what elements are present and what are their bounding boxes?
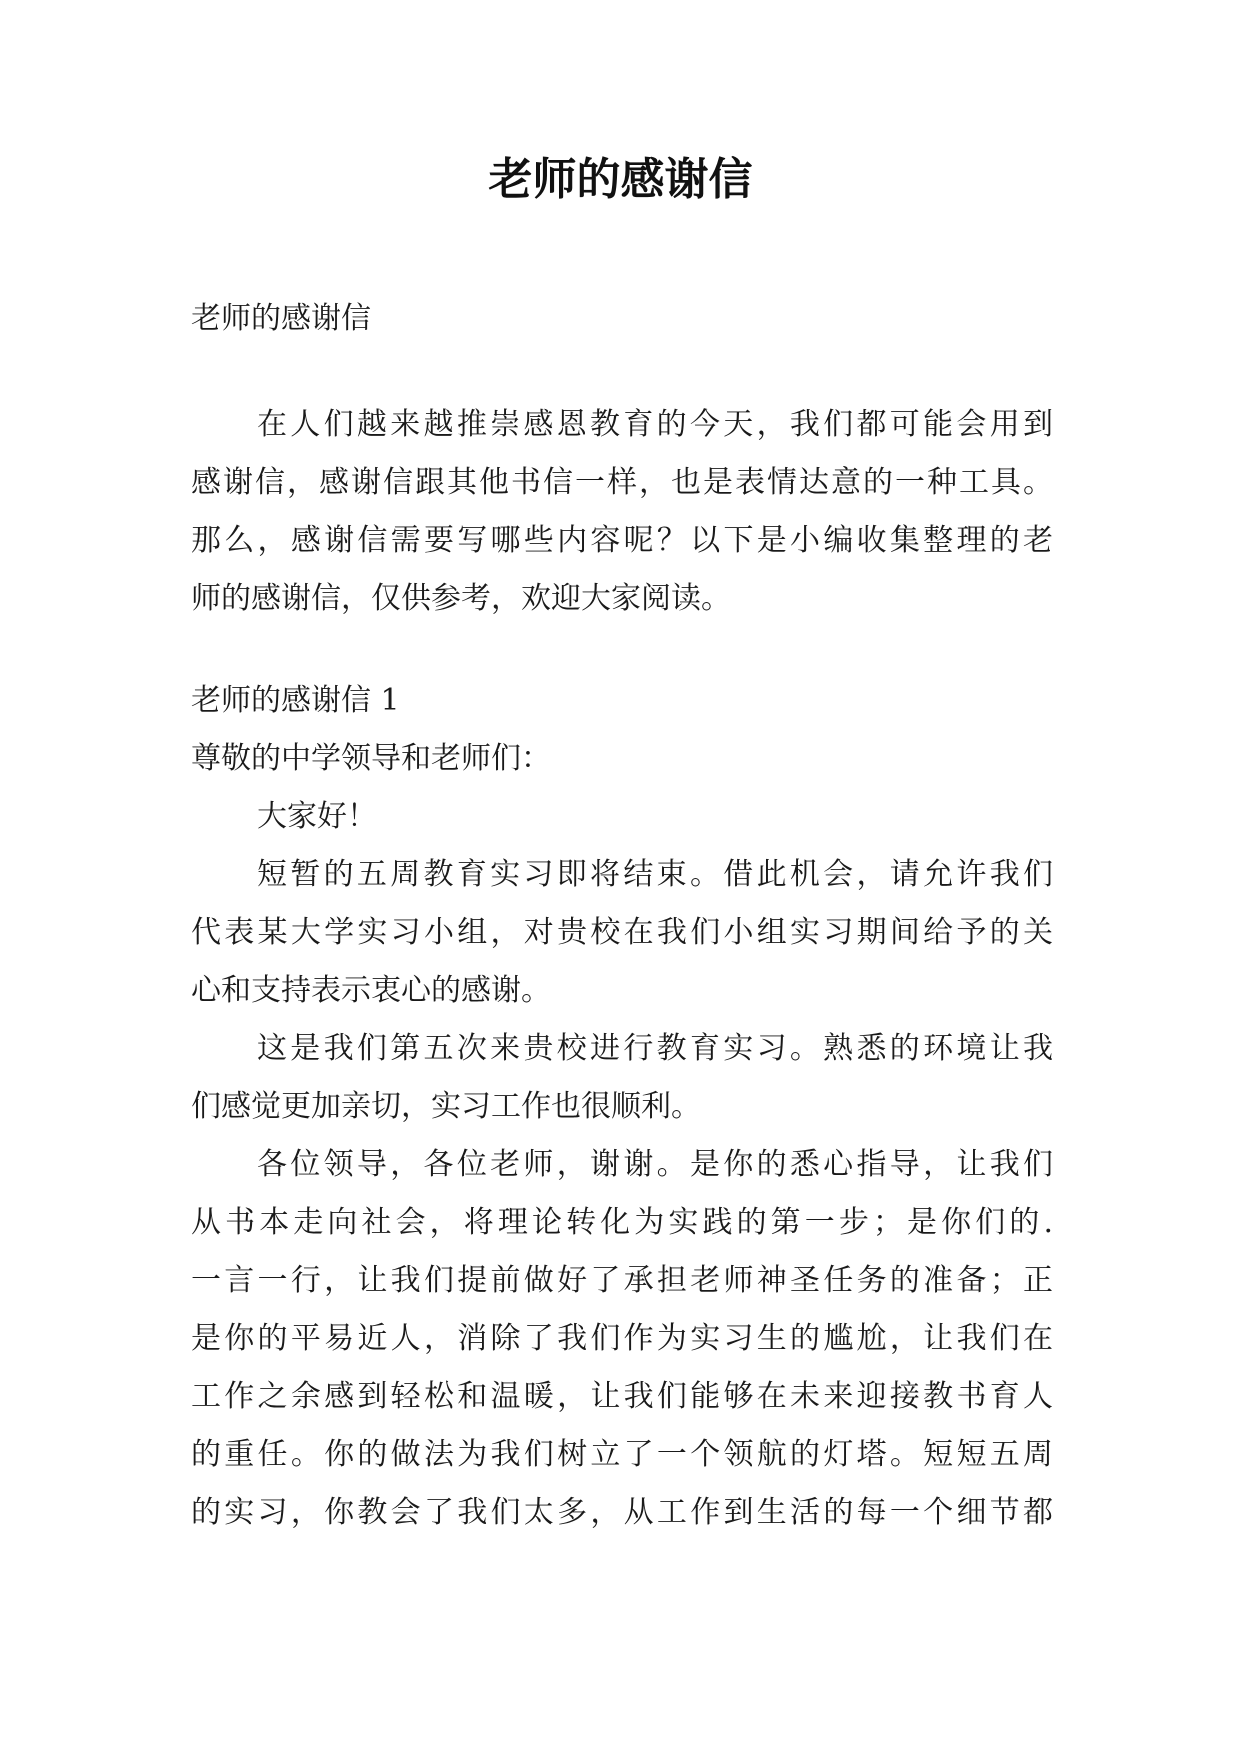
paragraph-line: 工作之余感到轻松和温暖，让我们能够在未来迎接教书育人 (191, 1379, 1053, 1414)
document-title: 老师的感谢信 (488, 154, 753, 205)
letter-paragraph-2 (191, 1020, 1053, 1136)
paragraph-line: 这是我们第五次来贵校进行教育实习。熟悉的环境让我 (257, 1031, 1053, 1066)
spacer (191, 348, 1053, 396)
document-body (191, 290, 1053, 1542)
letter-paragraph-1 (191, 846, 1053, 1020)
paragraph-line: 心和支持表示衷心的感谢。 (191, 973, 551, 1008)
letter-salutation: 尊敬的中学领导和老师们： (191, 741, 551, 776)
intro-line: 在人们越来越推崇感恩教育的今天，我们都可能会用到 (257, 407, 1053, 442)
paragraph-line: 代表某大学实习小组，对贵校在我们小组实习期间给予的关 (191, 915, 1053, 950)
paragraph-line: 一言一行，让我们提前做好了承担老师神圣任务的准备；正 (191, 1263, 1053, 1298)
paragraph-line: 各位领导，各位老师，谢谢。是你的悉心指导，让我们 (257, 1147, 1053, 1182)
intro-line: 感谢信，感谢信跟其他书信一样，也是表情达意的一种工具。 (191, 465, 1053, 500)
paragraph-line: 是你的平易近人，消除了我们作为实习生的尴尬，让我们在 (191, 1321, 1053, 1356)
paragraph-line: 的重任。你的做法为我们树立了一个领航的灯塔。短短五周 (191, 1437, 1053, 1472)
letter-paragraph-3 (191, 1136, 1053, 1542)
spacer (191, 628, 1053, 672)
paragraph-line: 们感觉更加亲切，实习工作也很顺利。 (191, 1089, 701, 1124)
document-subtitle: 老师的感谢信 (191, 301, 371, 336)
intro-paragraph (191, 396, 1053, 628)
intro-line: 那么，感谢信需要写哪些内容呢？以下是小编收集整理的老 (191, 523, 1053, 558)
intro-line: 师的感谢信，仅供参考，欢迎大家阅读。 (191, 581, 731, 616)
paragraph-line: 从书本走向社会，将理论转化为实践的第一步；是你们的. (191, 1205, 1053, 1240)
letter-greeting: 大家好！ (257, 799, 377, 834)
paragraph-line: 的实习，你教会了我们太多，从工作到生活的每一个细节都 (191, 1495, 1053, 1530)
paragraph-line: 短暂的五周教育实习即将结束。借此机会，请允许我们 (257, 857, 1053, 892)
letter-heading: 老师的感谢信 1 (191, 683, 400, 718)
